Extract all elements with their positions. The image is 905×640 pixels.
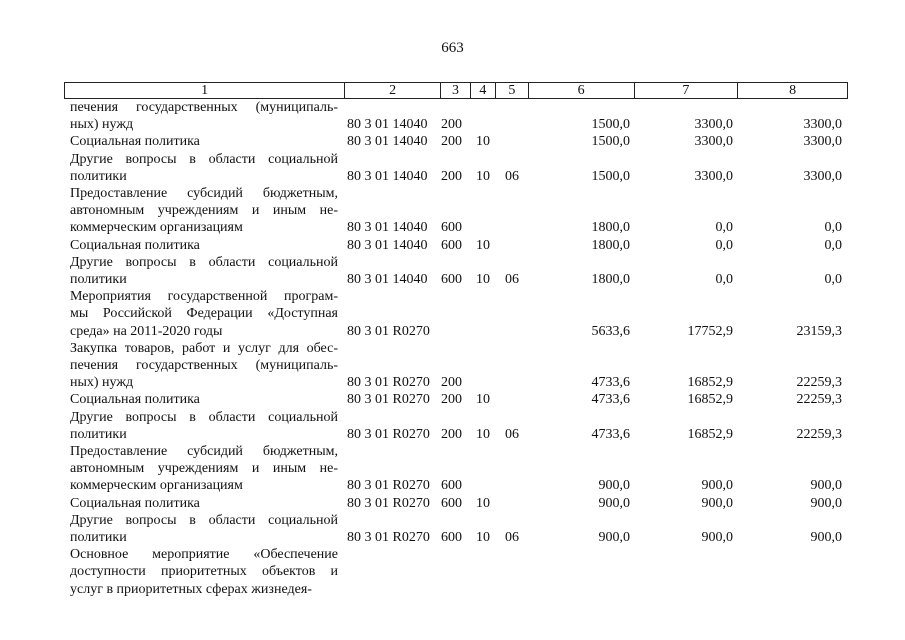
amount-col-6: 1800,0 (591, 220, 630, 236)
description-line: Предоставление субсидий бюджетным, (70, 444, 338, 460)
description-line: услуг в приоритетных сферах жизнедея- (70, 581, 312, 597)
description-line: Закупка товаров, работ и услуг для обес- (70, 340, 338, 356)
section-code: 10 (476, 530, 490, 546)
table-row (64, 185, 848, 237)
section-code: 10 (476, 134, 490, 150)
target-article-code: 80 3 01 14040 (347, 220, 428, 236)
header-col-7: 7 (635, 83, 739, 98)
header-col-6: 6 (529, 83, 635, 98)
expense-type-code: 200 (441, 426, 462, 442)
row-values (64, 271, 848, 288)
amount-col-7: 900,0 (701, 530, 733, 546)
amount-col-6: 1800,0 (591, 272, 630, 288)
description-line: политики (70, 530, 127, 546)
description-line: Социальная политика (70, 237, 200, 253)
description-line: политики (70, 168, 127, 184)
row-values (64, 237, 848, 254)
row-values (64, 477, 848, 494)
amount-col-8: 22259,3 (796, 426, 842, 442)
description-line: мы Российской Федерации «Доступная (70, 306, 338, 322)
target-article-code: 80 3 01 R0270 (347, 530, 430, 546)
amount-col-8: 900,0 (810, 530, 842, 546)
target-article-code: 80 3 01 14040 (347, 134, 428, 150)
table-row (64, 409, 848, 443)
amount-col-6: 4733,6 (591, 392, 630, 408)
amount-col-6: 900,0 (598, 530, 630, 546)
description-line: ных) нужд (70, 117, 134, 133)
amount-col-7: 17752,9 (687, 323, 733, 339)
expense-type-code: 600 (441, 220, 462, 236)
table-row (64, 495, 848, 512)
header-col-3: 3 (441, 83, 471, 98)
table-row (64, 340, 848, 392)
target-article-code: 80 3 01 14040 (347, 237, 428, 253)
table-row (64, 391, 848, 408)
expense-type-code: 200 (441, 168, 462, 184)
table-row (64, 133, 848, 150)
amount-col-7: 3300,0 (694, 134, 733, 150)
description-line: Предоставление субсидий бюджетным, (70, 186, 338, 202)
amount-col-8: 22259,3 (796, 392, 842, 408)
description-line: Социальная политика (70, 134, 200, 150)
amount-col-8: 23159,3 (796, 323, 842, 339)
header-col-1: 1 (65, 83, 345, 98)
amount-col-7: 0,0 (715, 237, 733, 253)
header-col-8: 8 (789, 83, 797, 98)
amount-col-7: 16852,9 (687, 426, 733, 442)
section-code: 10 (476, 272, 490, 288)
amount-col-6: 1500,0 (591, 117, 630, 133)
amount-col-6: 5633,6 (591, 323, 630, 339)
expense-type-code: 600 (441, 495, 462, 511)
table-header-row (64, 82, 848, 99)
description-line: автономным учреждениям и иным не- (70, 203, 338, 219)
table-row (64, 443, 848, 495)
target-article-code: 80 3 01 14040 (347, 272, 428, 288)
row-values (64, 374, 848, 391)
amount-col-7: 0,0 (715, 272, 733, 288)
expense-type-code: 200 (441, 392, 462, 408)
amount-col-8: 0,0 (824, 220, 842, 236)
header-col-5: 5 (496, 83, 529, 98)
table-body (64, 99, 848, 598)
table-row (64, 546, 848, 598)
amount-col-6: 900,0 (598, 478, 630, 494)
table-row (64, 237, 848, 254)
description-line: Основное мероприятие «Обеспечение (70, 547, 338, 563)
row-values (64, 133, 848, 150)
description-line: Другие вопросы в области социальной (70, 512, 338, 528)
amount-col-8: 22259,3 (796, 375, 842, 391)
table-row (64, 288, 848, 340)
target-article-code: 80 3 01 R0270 (347, 478, 430, 494)
description-line: политики (70, 272, 127, 288)
row-values (64, 581, 848, 598)
expense-type-code: 200 (441, 134, 462, 150)
table-row (64, 512, 848, 546)
amount-col-8: 900,0 (810, 495, 842, 511)
row-values (64, 529, 848, 546)
amount-col-7: 900,0 (701, 495, 733, 511)
row-values (64, 323, 848, 340)
description-line: коммерческим организациям (70, 220, 243, 236)
row-values (64, 116, 848, 133)
section-code: 10 (476, 168, 490, 184)
row-values (64, 426, 848, 443)
page-number: 663 (441, 40, 464, 56)
row-values (64, 391, 848, 408)
amount-col-6: 4733,6 (591, 426, 630, 442)
amount-col-7: 16852,9 (687, 392, 733, 408)
amount-col-6: 900,0 (598, 495, 630, 511)
section-code: 10 (476, 495, 490, 511)
amount-col-8: 900,0 (810, 478, 842, 494)
section-code: 10 (476, 237, 490, 253)
target-article-code: 80 3 01 R0270 (347, 375, 430, 391)
target-article-code: 80 3 01 R0270 (347, 495, 430, 511)
description-line: Другие вопросы в области социальной (70, 409, 338, 425)
description-line: автономным учреждениям и иным не- (70, 461, 338, 477)
subsection-code: 06 (505, 426, 519, 442)
expense-type-code: 600 (441, 478, 462, 494)
row-values (64, 219, 848, 236)
header-col-4: 4 (471, 83, 496, 98)
subsection-code: 06 (505, 272, 519, 288)
amount-col-6: 1800,0 (591, 237, 630, 253)
table-row (64, 151, 848, 185)
amount-col-6: 4733,6 (591, 375, 630, 391)
table-row (64, 254, 848, 288)
description-line: политики (70, 426, 127, 442)
subsection-code: 06 (505, 168, 519, 184)
amount-col-8: 3300,0 (803, 168, 842, 184)
description-line: Социальная политика (70, 495, 200, 511)
table-row (64, 99, 848, 133)
description-line: Мероприятия государственной програм- (70, 289, 338, 305)
section-code: 10 (476, 392, 490, 408)
target-article-code: 80 3 01 14040 (347, 168, 428, 184)
description-line: ных) нужд (70, 375, 134, 391)
amount-col-7: 3300,0 (694, 168, 733, 184)
amount-col-7: 16852,9 (687, 375, 733, 391)
expense-type-code: 600 (441, 530, 462, 546)
description-line: доступности приоритетных объектов и (70, 564, 338, 580)
header-col-2: 2 (345, 83, 441, 98)
amount-col-6: 1500,0 (591, 134, 630, 150)
expense-type-code: 600 (441, 272, 462, 288)
expense-type-code: 200 (441, 117, 462, 133)
amount-col-7: 0,0 (715, 220, 733, 236)
amount-col-8: 3300,0 (803, 117, 842, 133)
expense-type-code: 200 (441, 375, 462, 391)
target-article-code: 80 3 01 R0270 (347, 323, 430, 339)
target-article-code: 80 3 01 R0270 (347, 392, 430, 408)
section-code: 10 (476, 426, 490, 442)
row-values (64, 168, 848, 185)
description-line: коммерческим организациям (70, 478, 243, 494)
description-line: Другие вопросы в области социальной (70, 254, 338, 270)
expense-type-code: 600 (441, 237, 462, 253)
description-line: печения государственных (муниципаль- (70, 100, 338, 115)
target-article-code: 80 3 01 14040 (347, 117, 428, 133)
amount-col-6: 1500,0 (591, 168, 630, 184)
description-line: среда» на 2011-2020 годы (70, 323, 223, 339)
amount-col-8: 3300,0 (803, 134, 842, 150)
description-line: Другие вопросы в области социальной (70, 151, 338, 167)
amount-col-7: 900,0 (701, 478, 733, 494)
subsection-code: 06 (505, 530, 519, 546)
amount-col-7: 3300,0 (694, 117, 733, 133)
amount-col-8: 0,0 (824, 272, 842, 288)
row-values (64, 495, 848, 512)
amount-col-8: 0,0 (824, 237, 842, 253)
description-line: печения государственных (муниципаль- (70, 358, 338, 374)
description-line: Социальная политика (70, 392, 200, 408)
target-article-code: 80 3 01 R0270 (347, 426, 430, 442)
